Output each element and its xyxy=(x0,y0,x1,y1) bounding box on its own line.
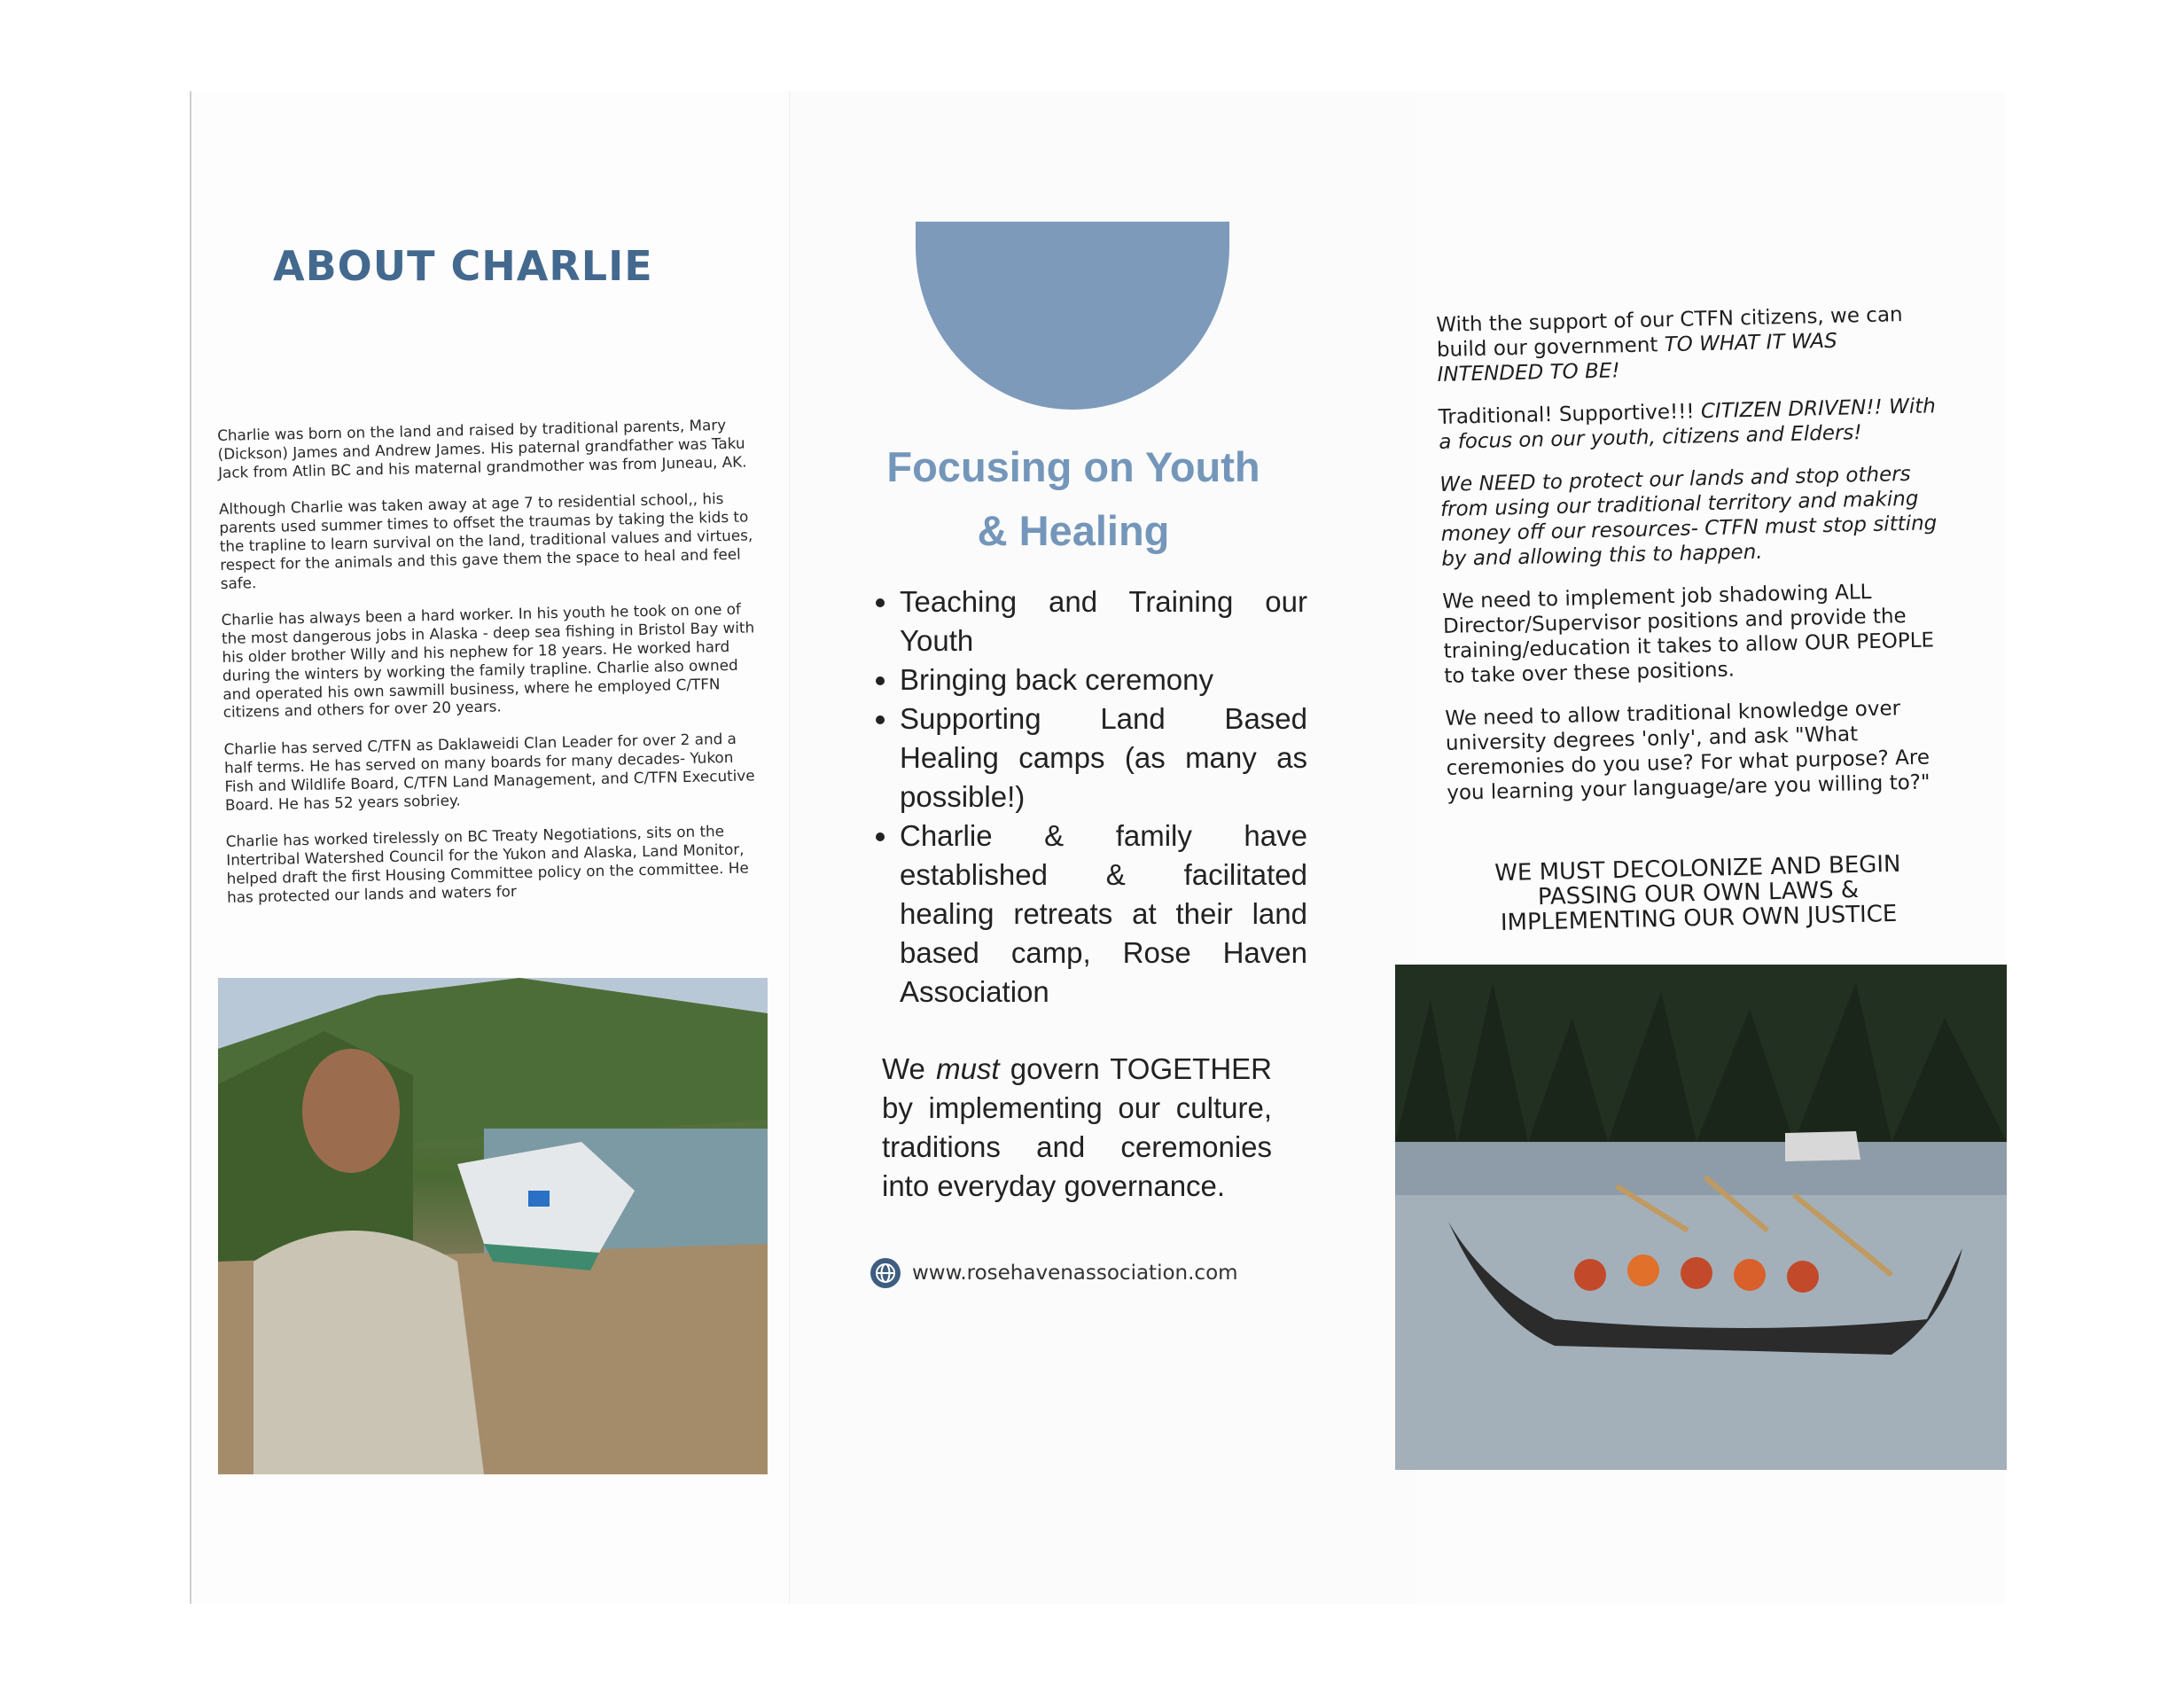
platform-paragraph xyxy=(1436,301,1943,387)
bio-paragraph: Charlie has worked tirelessly on BC Treaty Negotiations, sits on the Intertribal Watershed Council for the Yukon and Alaska, Land Monitor, helped draft the first Housing Committee policy on the committee. He has protected our lands and waters for xyxy=(225,822,749,906)
bullet-item: • Bringing back ceremony xyxy=(900,660,1307,699)
website-url[interactable]: www.rosehavenassociation.com xyxy=(912,1262,1238,1285)
bullet-item: • Charlie & family have established & facilitated healing retreats at their land based camp, Rose Haven Association xyxy=(900,817,1307,1012)
canoe-photo xyxy=(1395,965,2007,1470)
charlie-photo-illustration xyxy=(218,978,768,1474)
decolonize-line: PASSING OUR OWN LAWS & xyxy=(1537,876,1860,911)
platform-p1-start: With the support of our CTFN citizens, we can build our government xyxy=(1436,303,1903,362)
govern-together-text xyxy=(882,1050,1272,1206)
platform-p2-start: Traditional! Supportive!!! xyxy=(1438,400,1702,429)
about-charlie-title: ABOUT CHARLIE xyxy=(273,242,653,290)
platform-paragraph: We need to implement job shadowing ALL Director/Supervisor positions and provide the training/education it takes to allow OUR PEOPLE to take over these positions. xyxy=(1442,580,1935,688)
website-link[interactable] xyxy=(870,1257,1238,1289)
middle-panel xyxy=(789,91,1416,1604)
bio-paragraph: Charlie was born on the land and raised by traditional parents, Mary (Dickson) James and Andrew James. His paternal grandfather was Taku Jack from Atlin BC and his maternal grandmother was from Juneau, AK. xyxy=(217,415,747,481)
decolonize-line: IMPLEMENTING OUR OWN JUSTICE xyxy=(1500,900,1898,937)
decolonize-statement xyxy=(1467,851,1930,936)
govern-text-start: We xyxy=(882,1052,937,1085)
bio-paragraph: Charlie has served C/TFN as Daklaweidi Clan Leader for over 2 and a half terms. He has served on many boards for many decades- Yukon Fish and Wildlife Board, C/TFN Land Management, and C/TFN Executive Board. He has 52 years sobriey. xyxy=(223,729,755,814)
focusing-title-line2: & Healing xyxy=(977,507,1170,554)
semicircle-graphic xyxy=(916,222,1229,410)
globe-icon xyxy=(870,1257,901,1289)
focus-bullet-list xyxy=(861,582,1307,1012)
canoe-photo-illustration xyxy=(1395,965,2007,1470)
govern-text-emphasis: must xyxy=(936,1052,1000,1085)
platform-paragraph: We need to allow traditional knowledge over university degrees 'only', and ask "What ceremonies do you use? For what purpose? Are you learning your language/are you willing to?" xyxy=(1445,697,1930,805)
bio-paragraph: Charlie has always been a hard worker. In his youth he took on one of the most dangerous jobs in Alaska - deep sea fishing in Bristol Bay with his older brother Willy and his nephew for 18 years. He worked hard during the winters by working the family trapline. Charlie also owned and operated his own sawmill business, where he employed C/TFN citizens and others for over 20 years. xyxy=(221,600,755,722)
bio-paragraph: Although Charlie was taken away at age 7 to residential school,, his parents used summer times to offset the traumas by taking the kids to the trapline to learn survival on the land, traditional values and virtues, respect for the animals and this gave them the space to heal and feel safe. xyxy=(218,489,753,592)
charlie-photo xyxy=(218,978,768,1474)
platform-p2-emphasis: CITIZEN DRIVEN!! With a focus on our youth, citizens and Elders! xyxy=(1439,395,1937,454)
platform-text xyxy=(1436,301,1953,824)
bio-text xyxy=(217,415,768,925)
platform-paragraph xyxy=(1438,394,1944,455)
left-panel xyxy=(190,91,791,1604)
right-panel xyxy=(1415,91,2005,1604)
focusing-title-line1: Focusing on Youth xyxy=(886,443,1260,490)
platform-p3: We NEED to protect our lands and stop others from using our traditional territory and making money off our resources- CTFN must stop sitting by and allowing this to happen. xyxy=(1439,462,1938,571)
bullet-item: • Teaching and Training our Youth xyxy=(900,582,1307,660)
decolonize-line: WE MUST DECOLONIZE AND BEGIN xyxy=(1494,850,1901,887)
platform-p1-emphasis: TO WHAT IT WAS INTENDED TO BE! xyxy=(1437,329,1837,387)
focusing-title xyxy=(843,435,1304,563)
platform-paragraph xyxy=(1439,461,1946,572)
govern-text-end: govern TOGETHER by implementing our culture, traditions and ceremonies into everyday governance. xyxy=(882,1052,1272,1202)
bullet-item: • Supporting Land Based Healing camps (as many as possible!) xyxy=(900,699,1307,817)
